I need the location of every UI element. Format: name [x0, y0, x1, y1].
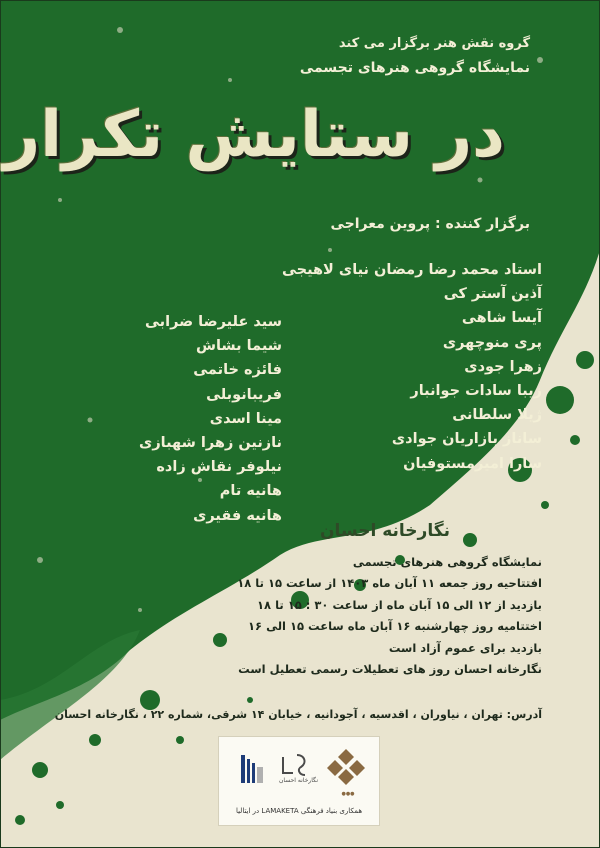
cooperation-caption: همکاری بنیاد فرهنگی LAMAKETA در ایتالیا	[235, 807, 363, 815]
organizer-line: گروه نقش هنر برگزار می کند	[338, 36, 530, 51]
exhibition-line: نمایشگاه گروهی هنرهای تجسمی	[299, 60, 530, 76]
gallery-name: نگارخانه احسان	[320, 521, 450, 541]
info-line: افتتاحیه روز جمعه ۱۱ آبان ماه ۱۴۰۳ از ساعت ۱۵ تا ۱۸	[237, 576, 542, 591]
artist-name: شیما بشاش	[195, 338, 282, 355]
artist-name: مینا اسدی	[209, 410, 282, 427]
poster-title: در ستایش تکرار	[3, 98, 505, 172]
artist-name: ژیلا سلطانی	[452, 407, 542, 424]
artist-name: زیبا سادات جوانبار	[410, 383, 542, 400]
diamond-pattern-logo	[321, 747, 371, 787]
ehsan-logo-text: نگارخانه احسان	[279, 777, 319, 784]
artist-name: نازنین زهرا شهبازی	[139, 435, 282, 452]
artist-name: نیلوفر نقاش زاده	[156, 459, 282, 476]
artist-name: هانیه فقیری	[193, 507, 282, 524]
artist-name: آیسا شاهی	[461, 310, 542, 327]
diamond-logo-caption: ●●●	[341, 791, 355, 797]
info-line: نگارخانه احسان روز های تعطیلات رسمی تعطیل است	[238, 662, 542, 677]
curator-line: برگزار کننده : پروین معراجی	[330, 216, 530, 232]
artist-name: فائزه خاتمی	[193, 362, 282, 379]
info-line: اختتامیه روز چهارشنبه ۱۶ آبان ماه ساعت ۱۵ الی ۱۶	[248, 619, 542, 634]
event-info	[237, 552, 542, 680]
artist-name: فریبانوبلی	[206, 386, 282, 403]
address-line: آدرس: تهران ، نیاوران ، اقدسیه ، آجودانیه ، خیابان ۱۴ شرقی، شماره ۲۲ ، نگارخانه احسان	[54, 708, 542, 721]
artist-name: ساناز بازاریان جوادی	[391, 431, 542, 448]
info-line: بازدید برای عموم آزاد است	[388, 640, 542, 655]
info-line: بازدید از ۱۲ الی ۱۵ آبان ماه از ساعت ۳۰ : ۱۵ تا ۱۸	[257, 597, 542, 612]
artist-name: زهرا جودی	[464, 358, 542, 375]
artists-list-right	[282, 258, 542, 476]
artist-name: سید علیرضا ضرابی	[145, 314, 282, 330]
lamaketa-logo	[237, 751, 267, 787]
artist-name: پری منوچهری	[442, 334, 542, 351]
artist-name: آذین آستر کی	[443, 286, 542, 303]
artist-name: سارا امیرمستوفیان	[403, 455, 542, 472]
artist-name: هانیه تام	[219, 483, 282, 500]
info-line: نمایشگاه گروهی هنرهای تجسمی	[352, 555, 542, 569]
sponsor-logos-box	[218, 736, 380, 826]
artist-name: استاد محمد رضا رمضان نیای لاهیجی	[281, 262, 542, 278]
artists-list-left	[139, 310, 282, 528]
